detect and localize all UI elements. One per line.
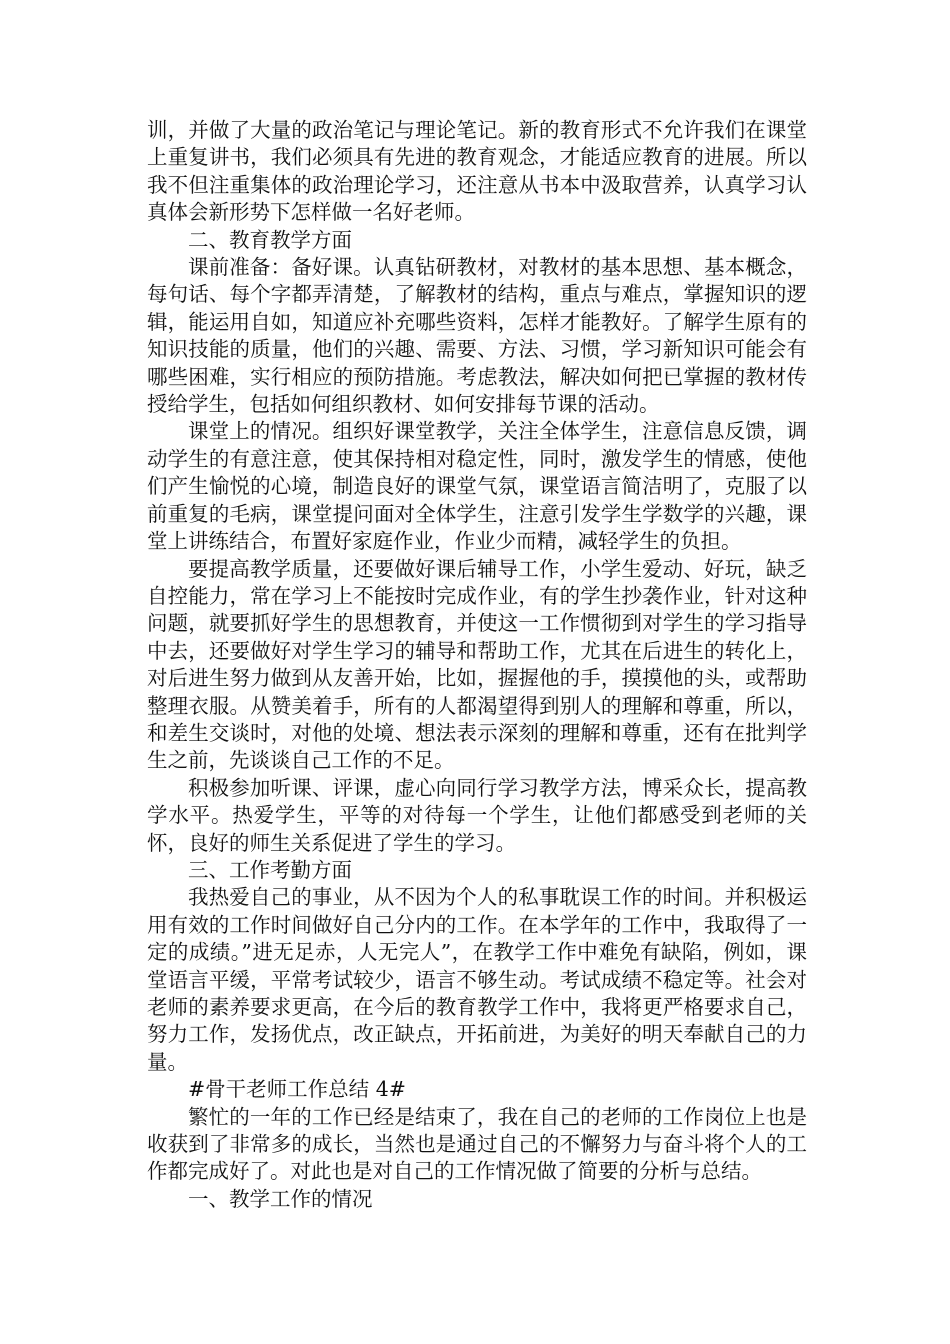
- paragraph-lesson-preparation: 课前准备：备好课。认真钻研教材，对教材的基本思想、基本概念，每句话、每个字都弄清楚，了解教材的结构，重点与难点，掌握知识的逻辑，能运用自如，知道应补充哪些资料，怎样才能教好。了解学生原有的知识技能的质量，他们的兴趣、需要、方法、习惯，学习新知识可能会有哪些困难，实行相应的预防措施。考虑教法，解决如何把已掌握的教材传授给学生，包括如何组织教材、如何安排每节课的活动。: [147, 255, 807, 417]
- section-heading-teaching: 二、教育教学方面: [188, 227, 352, 252]
- paragraph-continued: 训，并做了大量的政治笔记与理论笔记。新的教育形式不允许我们在课堂上重复讲书，我们必须具有先进的教育观念，才能适应教育的进展。所以我不但注重集体的政治理论学习，还注意从书本中汲取营养，认真学习认真体会新形势下怎样做一名好老师。: [147, 118, 807, 225]
- section-heading-teaching-work: 一、教学工作的情况: [188, 1186, 373, 1211]
- document-section-title: #骨干老师工作总结 4#: [188, 1077, 406, 1102]
- paragraph-classroom: 课堂上的情况。组织好课堂教学，关注全体学生，注意信息反馈，调动学生的有意注意，使其保持相对稳定性，同时，激发学生的情感，使他们产生愉悦的心境，制造良好的课堂气氛，课堂语言简洁明了，克服了以前重复的毛病，课堂提问面对全体学生，注意引发学生学数学的兴趣，课堂上讲练结合，布置好家庭作业，作业少而精，减轻学生的负担。: [147, 419, 807, 554]
- paragraph-tutoring: 要提高教学质量，还要做好课后辅导工作，小学生爱动、好玩，缺乏自控能力，常在学习上不能按时完成作业，有的学生抄袭作业，针对这种问题，就要抓好学生的思想教育，并使这一工作惯彻到对学生的学习指导中去，还要做好对学生学习的辅导和帮助工作，尤其在后进生的转化上，对后进生努力做到从友善开始，比如，握握他的手，摸摸他的头，或帮助整理衣服。从赞美着手，所有的人都渴望得到别人的理解和尊重，所以，和差生交谈时，对他的处境、想法表示深刻的理解和尊重，还有在批判学生之前，先谈谈自己工作的不足。: [147, 556, 807, 773]
- paragraph-intro: 繁忙的一年的工作已经是结束了，我在自己的老师的工作岗位上也是收获到了非常多的成长，当然也是通过自己的不懈努力与奋斗将个人的工作都完成好了。对此也是对自己的工作情况做了简要的分析与总结。: [147, 1104, 807, 1184]
- paragraph-observation: 积极参加听课、评课，虚心向同行学习教学方法，博采众长，提高教学水平。热爱学生，平等的对待每一个学生，让他们都感受到老师的关怀，良好的师生关系促进了学生的学习。: [147, 775, 807, 855]
- section-heading-attendance: 三、工作考勤方面: [188, 857, 352, 882]
- document-body: [147, 117, 807, 1213]
- paragraph-attendance: 我热爱自己的事业，从不因为个人的私事耽误工作的时间。并积极运用有效的工作时间做好自己分内的工作。在本学年的工作中，我取得了一定的成绩。”进无足赤，人无完人”，在教学工作中难免有缺陷，例如，课堂语言平缓，平常考试较少，语言不够生动。考试成绩不稳定等。社会对老师的素养要求更高，在今后的教育教学工作中，我将更严格要求自己，努力工作，发扬优点，改正缺点，开拓前进，为美好的明天奉献自己的力量。: [147, 885, 807, 1074]
